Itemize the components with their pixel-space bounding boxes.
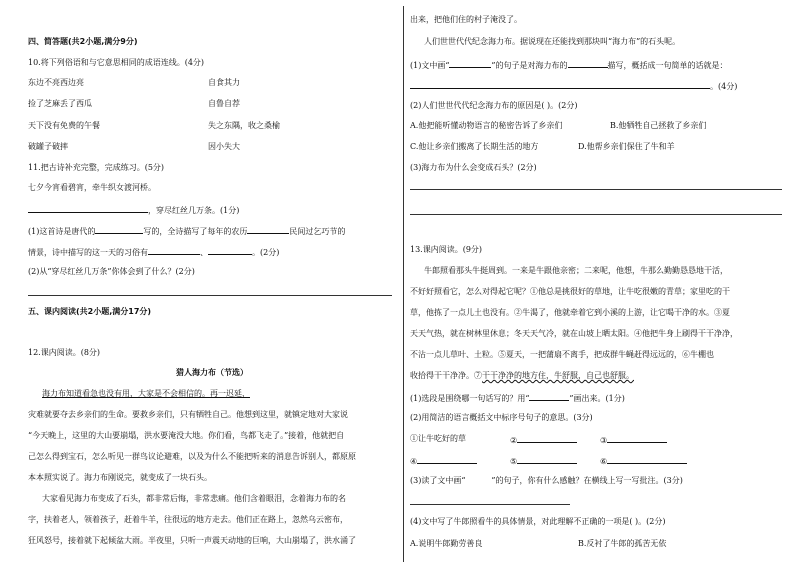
q13-sub2-item4-num: ④	[410, 457, 418, 466]
column-divider	[403, 6, 404, 562]
q12-passage-title: 猎人海力布（节选）	[176, 368, 248, 377]
q11-sub1-text-b: 写的，全诗描写了每年的农历	[143, 227, 248, 236]
q11-sub1-text-d: 情景，诗中描写的这一天的习俗有	[28, 248, 148, 257]
q11-prompt: 11.把古诗补充完整，完成练习。(5分)	[28, 163, 165, 172]
q11-sub1-line2	[28, 245, 279, 258]
q12-p2-line1: 大家看见海力布变成了石头，都非常后悔，非常悲痛。他们含着眼泪，念着海力布的名	[42, 494, 346, 503]
q12-passage-p3: 人们世世代代纪念海力布。据说现在还能找到那块叫“海力布”的石头呢。	[424, 37, 681, 46]
answer-blank[interactable]	[28, 203, 148, 213]
q12-sub1-line1	[410, 58, 728, 71]
q13-sub2-item4	[410, 454, 477, 467]
q12-sub1-line2	[410, 79, 737, 92]
q10-right-2: 自鲁自荐	[208, 99, 240, 108]
q13-sub2-item2-num: ②	[510, 436, 518, 445]
q13-sub2-item3-num: ③	[600, 436, 608, 445]
q13-prompt: 13.课内阅读。(9分)	[410, 245, 483, 254]
answer-blank[interactable]	[517, 454, 577, 464]
wavy-underlined-sentence: 干干净净的地方住，牛舒服，自己也舒服。	[482, 371, 634, 380]
q12-sub1-text-a: (1)文中画“	[410, 61, 450, 70]
q13-sub2-prompt: (2)用简洁的语言概括文中标序号句子的意思。(3分)	[410, 413, 593, 422]
q10-prompt: 10.将下列俗语和与它意思相同的成语连线。(4分)	[28, 58, 205, 67]
q12-option-b[interactable]: B.他牺牲自己拯救了乡亲们	[610, 121, 707, 130]
section-4-title: 四、简答题(共2小题,满分9分)	[28, 37, 138, 46]
answer-line[interactable]	[410, 189, 782, 190]
q12-p1-line1	[42, 388, 250, 399]
left-column	[28, 0, 396, 562]
section-5-title: 五、课内阅读(共2小题,满分17分)	[28, 307, 152, 316]
q10-left-2: 捡了芝麻丢了西瓜	[28, 99, 92, 108]
answer-line[interactable]	[410, 214, 782, 215]
q12-p1-line4: 己怎么得到宝石，怎么听见一群鸟议论避难，以及为什么不能把听来的消息告诉别人，都原原	[28, 452, 356, 461]
q12-p1-line2: 灾难就要夺去乡亲们的生命。要救乡亲们，只有牺牲自己。他想到这里，就镇定地对大家说	[28, 410, 348, 419]
q13-sub2-item6	[600, 454, 687, 467]
answer-blank[interactable]	[95, 224, 143, 234]
q13-p-line3: 草，他拣了一点儿土也没有。②牛渴了，他就牵着它到小溪的上游，让它喝干净的水。③夏	[410, 308, 730, 317]
q11-sub1-text-c: 民间过乞巧节的	[289, 227, 346, 236]
q13-sub2-item5	[510, 454, 577, 467]
q12-option-c[interactable]: C.他让乡亲们搬离了长期生活的地方	[410, 142, 539, 151]
q11-poem-line1: 七夕今宵看碧宵，牵牛织女渡河桥。	[28, 183, 156, 192]
q13-sub2-item3	[600, 433, 667, 446]
q13-sub3	[410, 475, 683, 486]
q11-sub1-text-e: 、	[200, 248, 208, 257]
q12-p1-line3: “今天晚上，这里的大山要崩塌，洪水要淹没大地。你们看，鸟都飞走了。”接着，他就把自	[28, 431, 345, 440]
q10-left-4: 破罐子破摔	[28, 142, 68, 151]
q13-option-b[interactable]: B.反衬了牛郎的孤苦无依	[578, 539, 667, 548]
q13-p-line4: 天天气热，就在树林里休息；冬天天气冷，就在山坡上晒太阳。④他把牛身上刷得干干净净，	[410, 329, 738, 338]
answer-blank[interactable]	[517, 433, 577, 443]
answer-line[interactable]	[410, 504, 570, 505]
q12-p1-line5: 本本照实说了。海力布刚说完，就变成了一块石头。	[28, 473, 212, 482]
right-column	[410, 0, 782, 562]
wavy-line-sample	[465, 475, 491, 486]
q11-sub1-text-f: 。(2分)	[252, 248, 280, 257]
answer-line[interactable]	[28, 295, 392, 296]
q11-sub1-line1	[28, 224, 345, 237]
q10-left-1: 东边不亮西边亮	[28, 78, 84, 87]
answer-blank[interactable]	[410, 79, 710, 89]
answer-blank[interactable]	[247, 224, 289, 234]
q12-option-d[interactable]: D.他帮乡亲们保住了牛和羊	[578, 142, 675, 151]
q12-passage-continued: 出来，把他们住的村子淹没了。	[410, 15, 522, 24]
q12-sub1-text-b: ”的句子是对海力布的	[491, 61, 568, 70]
q13-sub3-text-a: (3)读了文中画“	[410, 476, 466, 485]
q11-line2-text: ，穿尽红丝几万条。(1分)	[148, 206, 240, 215]
answer-blank[interactable]	[607, 454, 687, 464]
q12-prompt: 12.课内阅读。(8分)	[28, 348, 101, 357]
underlined-sentence: 海力布知道看急也没有用，大家是不会相信的。再一迟延，	[42, 389, 250, 398]
q12-sub2-prompt: (2)人们世世代代纪念海力布的原因是( )。(2分)	[410, 101, 578, 110]
q12-sub3-prompt: (3)海力布为什么会变成石头？(2分)	[410, 163, 537, 172]
q10-left-3: 天下没有免费的午餐	[28, 121, 100, 130]
q10-right-3: 失之东隅，收之桑榆	[208, 121, 280, 130]
q13-sub1-text-a: (1)选段是围绕哪一句话写的？用“	[410, 394, 530, 403]
q13-p-line6	[410, 370, 634, 381]
q13-sub2-item1: ①让牛吃好的草	[410, 434, 466, 443]
q13-option-a[interactable]: A.说明牛郎勤劳善良	[410, 539, 483, 548]
q13-sub2-item5-num: ⑤	[510, 457, 518, 466]
answer-blank[interactable]	[568, 58, 608, 68]
q10-right-4: 因小失大	[208, 142, 240, 151]
q13-sub3-text-b: ”的句子，你有什么感触？在横线上写一写批注。(3分)	[491, 476, 683, 485]
q12-p2-line3: 狂风怒号，接着就下起倾盆大雨。半夜里，只听一声震天动地的巨响，大山崩塌了，洪水涌了	[28, 536, 356, 545]
answer-blank[interactable]	[148, 245, 200, 255]
q13-p-line5: 不沾一点儿草叶、土粒。⑤夏天，一把蒲扇不离手，把成群牛蝇赶得远远的，⑥牛棚也	[410, 350, 714, 359]
q13-sub1	[410, 391, 625, 404]
answer-blank[interactable]	[417, 454, 477, 464]
q10-right-1: 自食其力	[208, 78, 240, 87]
q12-sub1-text-d: 。(4分)	[710, 82, 738, 91]
q13-sub1-text-b: ”画出来。(1分)	[569, 394, 625, 403]
q13-p-line1: 牛郎照看那头牛挺周到。一来是牛跟他亲密；二来呢，他想，牛那么勤勤恳恳地干活，	[424, 266, 728, 275]
q13-sub2-item6-num: ⑥	[600, 457, 608, 466]
q13-sub4-prompt: (4)文中写了牛郎照看牛的具体情景，对此理解不正确的一项是( )。(2分)	[410, 517, 666, 526]
q13-sub2-item2	[510, 433, 577, 446]
q12-sub1-text-c: 描写，概括成一句简单的话就是：	[607, 61, 728, 70]
q13-p-line6-a: 收拾得干干净净。⑦	[410, 371, 482, 380]
q11-sub2-prompt: (2)从“穿尽红丝几万条”你体会到了什么？(2分)	[28, 267, 195, 276]
q11-poem-line2	[28, 203, 239, 216]
answer-blank[interactable]	[607, 433, 667, 443]
answer-blank[interactable]	[208, 245, 252, 255]
q12-p2-line2: 字，扶着老人，领着孩子，赶着牛羊，往很远的地方走去。他们正在路上，忽然乌云密布，	[28, 515, 348, 524]
q12-option-a[interactable]: A.他把能听懂动物语言的秘密告诉了乡亲们	[410, 121, 563, 130]
q13-p-line2: 不好好照看它，怎么对得起它呢？①他总是挑很好的草地，让牛吃很嫩的青草；家里吃的干	[410, 287, 730, 296]
answer-blank[interactable]	[449, 58, 491, 68]
underline-sample	[529, 391, 569, 401]
q11-sub1-text-a: (1)这首诗是唐代的	[28, 227, 96, 236]
